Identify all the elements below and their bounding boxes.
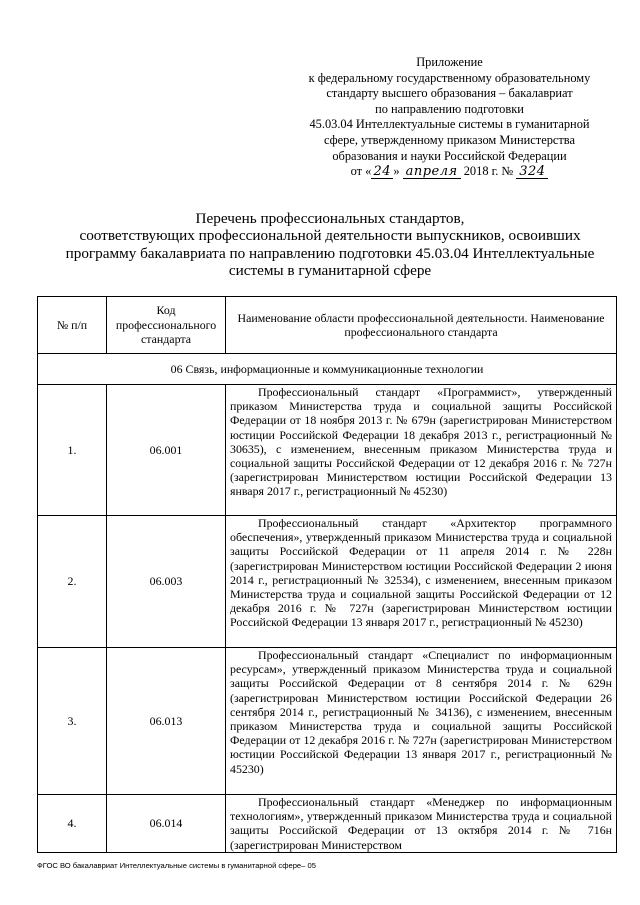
table-header-row (38, 297, 617, 354)
section-row (38, 354, 617, 385)
row-description: Профессиональный стандарт «Специалист по информационным ресурсам», утвержденный приказом Министерства труда и социальной защиты Российской Федерации от 8 сентября 2014 г. № 629н (зарегистрирован Министерством юстиции Российской Федерации 26 сентября 2014 г., регистрационный № 34136), с изменением, внесенным приказом Министерства труда и социальной защиты Российской Федерации от 12 декабря 2016 г. № 727н (зарегистрирован Министерством юстиции Российской Федерации 13 января 2017 г., регистрационный № 45230) (226, 648, 617, 795)
appendix-block (292, 55, 607, 180)
appendix-line: 45.03.04 Интеллектуальные системы в гуманитарной (309, 117, 590, 132)
order-number-handwritten: 324 (516, 165, 548, 179)
table-row (38, 648, 617, 795)
row-description: Профессиональный стандарт «Менеджер по информационным технологиям», утвержденный приказом Министерства труда и социальной защиты Российской Федерации от 13 октября 2014 г. № 716н (зарегистрирован Министерством (226, 795, 617, 853)
date-day-handwritten: 24 (371, 165, 393, 179)
standards-table (37, 296, 617, 853)
table-row (38, 516, 617, 648)
row-number: 1. (38, 385, 107, 516)
date-prefix: от « (350, 164, 372, 179)
page-footer: ФГОС ВО бакалавриат Интеллектуальные системы в гуманитарной сфере– 05 (37, 861, 316, 870)
title-line: соответствующих профессиональной деятельности выпускников, освоивших (79, 227, 581, 245)
appendix-line: стандарту высшего образования – бакалавриат (326, 86, 573, 101)
row-code: 06.013 (107, 648, 226, 795)
row-code: 06.014 (107, 795, 226, 853)
date-mid: » (393, 164, 400, 179)
document-title (40, 210, 620, 280)
section-title: 06 Связь, информационные и коммуникационные технологии (38, 354, 617, 385)
date-year: 2018 г. № (463, 164, 514, 179)
header-name: Наименование области профессиональной деятельности. Наименование профессионального стандарта (226, 297, 617, 354)
order-date-line (292, 164, 607, 180)
appendix-line: по направлению подготовки (375, 101, 524, 116)
table-row (38, 385, 617, 516)
title-line: системы в гуманитарной сфере (228, 262, 432, 280)
row-number: 2. (38, 516, 107, 648)
row-code: 06.003 (107, 516, 226, 648)
appendix-line: образования и науки Российской Федерации (332, 148, 567, 163)
appendix-line: Приложение (416, 55, 483, 69)
row-description: Профессиональный стандарт «Программист», утвержденный приказом Министерства труда и социальной защиты Российской Федерации от 18 ноября 2013 г. № 679н (зарегистрирован Министерством юстиции Российской Федерации 18 декабря 2013 г., регистрационный № 30635), с изменением, внесенным приказом Министерства труда и социальной защиты Российской Федерации от 12 декабря 2016 г. № 727н (зарегистрирован Министерством юстиции Российской Федерации 13 января 2017 г., регистрационный № 45230) (226, 385, 617, 516)
appendix-line: сфере, утвержденному приказом Министерства (323, 132, 575, 147)
title-line: Перечень профессиональных стандартов, (195, 210, 465, 227)
row-description: Профессиональный стандарт «Архитектор программного обеспечения», утвержденный приказом Министерства труда и социальной защиты Российской Федерации от 11 апреля 2014 г. № 228н (зарегистрирован Министерством юстиции Российской Федерации 2 июня 2014 г., регистрационный № 32534), с изменением, внесенным приказом Министерства труда и социальной защиты Российской Федерации от 12 декабря 2016 г. № 727н (зарегистрирован Министерством юстиции Российской Федерации 13 января 2017 г., регистрационный № 45230) (226, 516, 617, 648)
header-number: № п/п (38, 297, 107, 354)
appendix-line: к федеральному государственному образовательному (308, 70, 591, 85)
row-number: 3. (38, 648, 107, 795)
row-code: 06.001 (107, 385, 226, 516)
title-line: программу бакалавриата по направлению подготовки 45.03.04 Интеллектуальные (65, 244, 595, 262)
date-month-handwritten: апреля (403, 165, 461, 179)
row-number: 4. (38, 795, 107, 853)
table-row (38, 795, 617, 853)
header-code: Код профессионального стандарта (107, 297, 226, 354)
